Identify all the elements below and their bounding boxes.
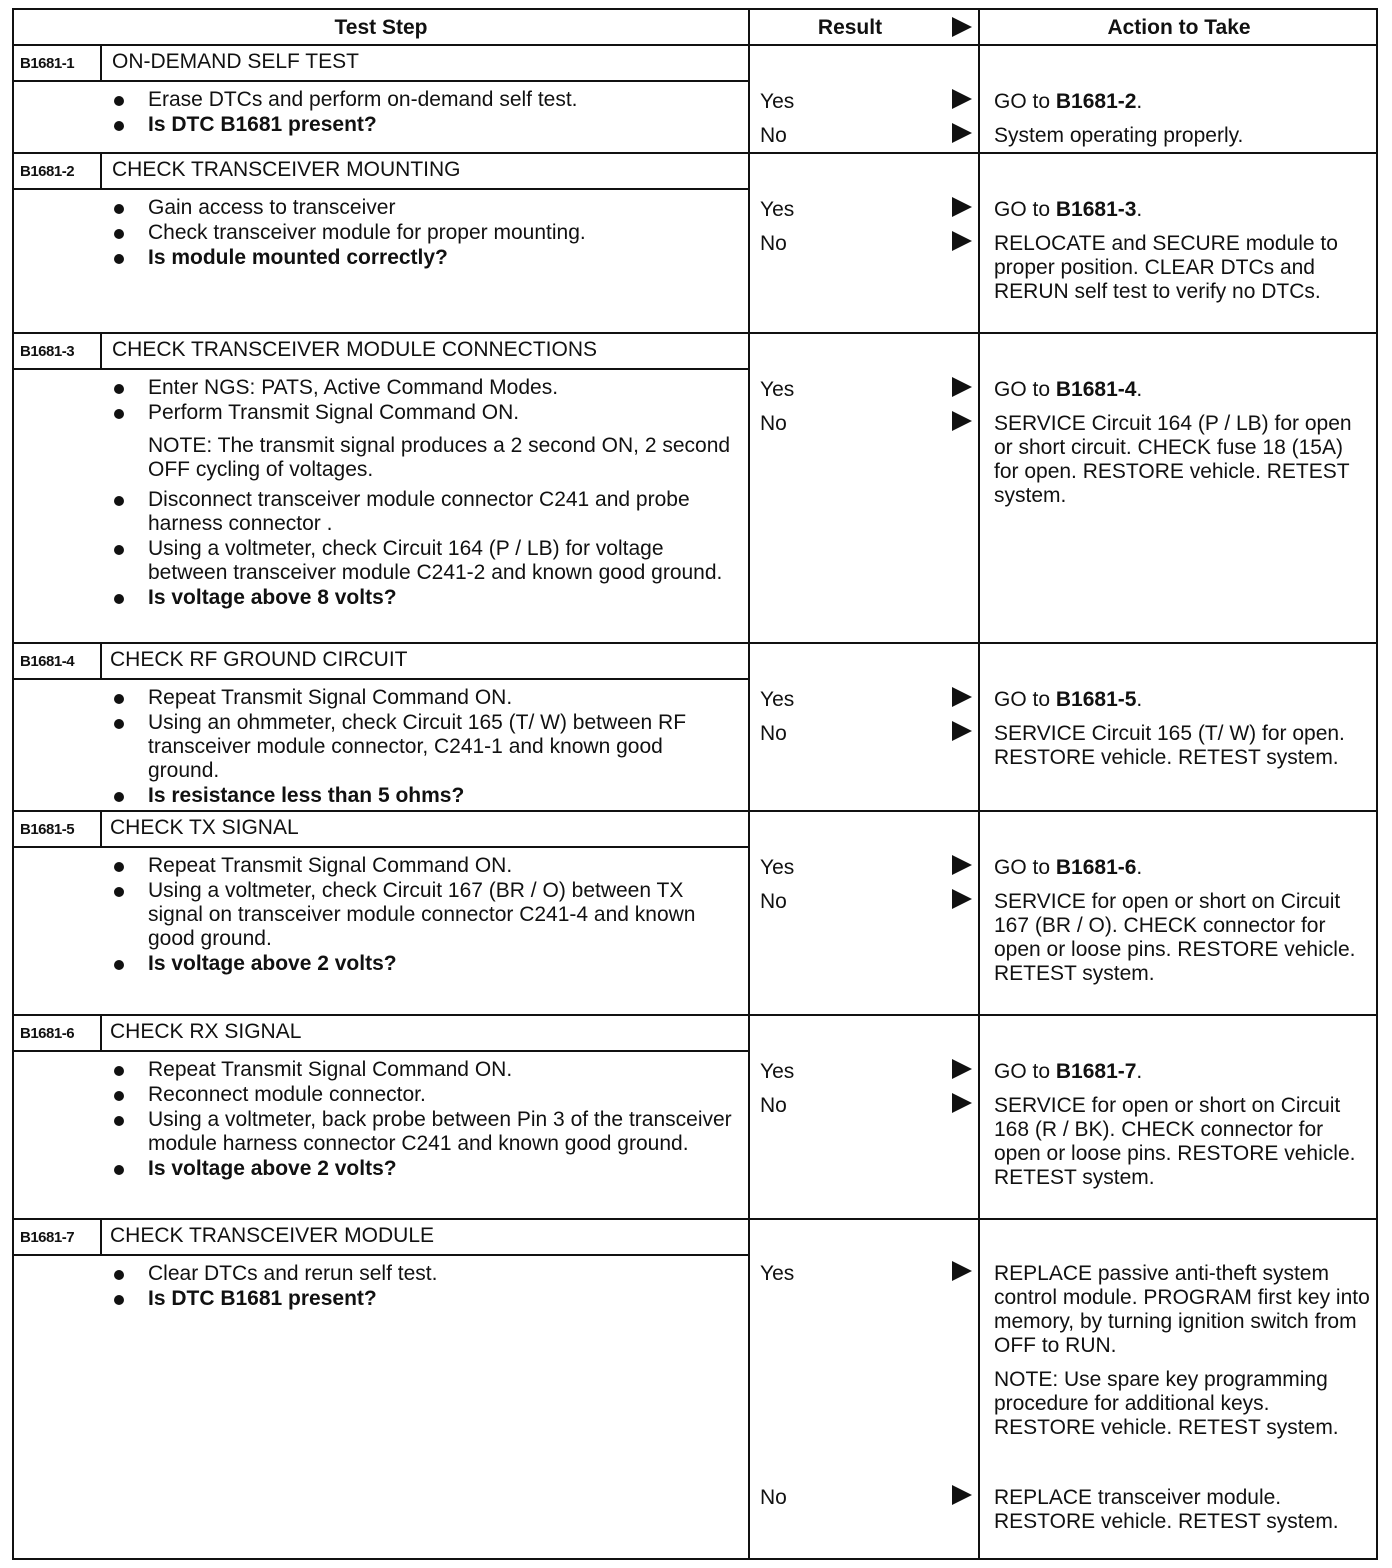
action-no: SERVICE for open or short on Circuit 167 (BR / O). CHECK connector for open or loose pins. RESTORE vehicle. RETEST system.: [994, 890, 1356, 985]
action-yes: [994, 688, 1372, 712]
step-id-divider: [100, 332, 102, 370]
test-step-table: [12, 8, 1378, 1560]
result-yes: Yes: [760, 90, 795, 113]
arrow-right-icon: [952, 1261, 972, 1281]
row-divider: [14, 1218, 1378, 1220]
header-action-to-take: Action to Take: [1107, 16, 1251, 39]
step-id: B1681-4: [20, 653, 75, 670]
step-id: B1681-1: [20, 55, 75, 72]
result-no: No: [760, 722, 787, 745]
result-yes: Yes: [760, 1060, 795, 1083]
step-title: CHECK TRANSCEIVER MOUNTING: [112, 158, 461, 181]
step-title-divider: [14, 80, 750, 82]
instruction: Erase DTCs and perform on-demand self test.: [112, 88, 732, 112]
action-no: System operating properly.: [994, 124, 1244, 147]
step-id: B1681-3: [20, 343, 75, 360]
header-arrow-icon: [952, 17, 972, 37]
action-no: RELOCATE and SECURE module to proper position. CLEAR DTCs and RERUN self test to verify no DTCs.: [994, 232, 1338, 303]
action-no: REPLACE transceiver module. RESTORE vehicle. RETEST system.: [994, 1486, 1339, 1533]
action-text: GO to: [994, 1060, 1056, 1083]
step-id-divider: [100, 810, 102, 848]
header-divider: [14, 44, 1378, 46]
arrow-right-icon: [952, 1485, 972, 1505]
instruction: Perform Transmit Signal Command ON.: [112, 401, 732, 425]
action-text: .: [1136, 688, 1143, 711]
instruction: Using a voltmeter, check Circuit 167 (BR / O) between TX signal on transceiver module connector C241-4 and known good ground.: [112, 879, 732, 951]
result-yes: Yes: [760, 1262, 795, 1285]
step-question: Is voltage above 8 volts?: [112, 586, 732, 610]
arrow-right-icon: [952, 855, 972, 875]
step-question: Is module mounted correctly?: [112, 246, 732, 270]
action-yes: [994, 1262, 1372, 1440]
step-question: Is DTC B1681 present?: [112, 113, 732, 137]
header-test-step: Test Step: [334, 16, 428, 39]
step-title: CHECK RF GROUND CIRCUIT: [110, 648, 408, 671]
row-divider: [14, 810, 1378, 812]
action-text: .: [1136, 378, 1143, 401]
arrow-right-icon: [952, 1093, 972, 1113]
step-instructions: [112, 1058, 732, 1182]
action-text: .: [1136, 1060, 1143, 1083]
step-id: B1681-5: [20, 821, 75, 838]
arrow-right-icon: [952, 123, 972, 143]
action-no: SERVICE Circuit 164 (P / LB) for open or short circuit. CHECK fuse 18 (15A) for open. RESTORE vehicle. RETEST system.: [994, 412, 1352, 507]
arrow-right-icon: [952, 411, 972, 431]
instruction: Repeat Transmit Signal Command ON.: [112, 686, 732, 710]
step-title-divider: [14, 846, 750, 848]
step-instructions: [112, 88, 732, 138]
step-question: Is voltage above 2 volts?: [112, 1157, 732, 1181]
arrow-right-icon: [952, 231, 972, 251]
row-divider: [14, 152, 1378, 154]
step-id-divider: [100, 642, 102, 680]
action-text: .: [1136, 198, 1143, 221]
step-instructions: [112, 686, 732, 809]
action-note: NOTE: Use spare key programming procedure for additional keys. RESTORE vehicle. RETEST system.: [994, 1368, 1339, 1439]
result-no: No: [760, 232, 787, 255]
step-instructions: [112, 376, 732, 611]
header-result: Result: [817, 16, 883, 39]
instruction: Repeat Transmit Signal Command ON.: [112, 854, 732, 878]
action-yes: [994, 90, 1372, 114]
step-title-divider: [14, 188, 750, 190]
action-text: GO to: [994, 198, 1056, 221]
result-no: No: [760, 124, 787, 147]
instruction: Using a voltmeter, check Circuit 164 (P / LB) for voltage between transceiver module C241-2 and known good ground.: [112, 537, 732, 585]
instruction: Gain access to transceiver: [112, 196, 732, 220]
step-id-divider: [100, 1014, 102, 1052]
action-yes: [994, 378, 1372, 402]
row-divider: [14, 332, 1378, 334]
step-instructions: [112, 1262, 732, 1312]
arrow-right-icon: [952, 1059, 972, 1079]
arrow-right-icon: [952, 687, 972, 707]
step-question: Is resistance less than 5 ohms?: [112, 784, 732, 808]
result-yes: Yes: [760, 856, 795, 879]
step-instructions: [112, 196, 732, 271]
arrow-right-icon: [952, 197, 972, 217]
step-id-divider: [100, 1218, 102, 1256]
step-title-divider: [14, 1254, 750, 1256]
arrow-right-icon: [952, 721, 972, 741]
step-title-divider: [14, 678, 750, 680]
step-id-divider: [100, 152, 102, 190]
step-reference: B1681-2: [1055, 90, 1137, 113]
step-id: B1681-6: [20, 1025, 75, 1042]
action-text: GO to: [994, 378, 1056, 401]
instruction: Using an ohmmeter, check Circuit 165 (T/ W) between RF transceiver module connector, C241-1 and known good ground.: [112, 711, 732, 783]
step-id: B1681-7: [20, 1229, 75, 1246]
result-yes: Yes: [760, 688, 795, 711]
result-no: No: [760, 412, 787, 435]
step-title: ON-DEMAND SELF TEST: [112, 50, 359, 73]
instruction: Repeat Transmit Signal Command ON.: [112, 1058, 732, 1082]
arrow-right-icon: [952, 889, 972, 909]
instruction: Disconnect transceiver module connector C241 and probe harness connector .: [112, 488, 732, 536]
step-instructions: [112, 854, 732, 977]
column-divider-result: [748, 10, 750, 1560]
arrow-right-icon: [952, 89, 972, 109]
step-title: CHECK RX SIGNAL: [110, 1020, 302, 1043]
column-divider-action: [978, 10, 980, 1560]
action-no: SERVICE Circuit 165 (T/ W) for open. RESTORE vehicle. RETEST system.: [994, 722, 1345, 769]
instruction: Enter NGS: PATS, Active Command Modes.: [112, 376, 732, 400]
step-reference: B1681-6: [1055, 856, 1137, 879]
action-no: SERVICE for open or short on Circuit 168 (R / BK). CHECK connector for open or loose pins. RESTORE vehicle. RETEST system.: [994, 1094, 1356, 1189]
instruction: Clear DTCs and rerun self test.: [112, 1262, 732, 1286]
step-reference: B1681-4: [1055, 378, 1137, 401]
result-no: No: [760, 1486, 787, 1509]
step-question: Is DTC B1681 present?: [112, 1287, 732, 1311]
action-text: GO to: [994, 856, 1056, 879]
step-title: CHECK TRANSCEIVER MODULE: [110, 1224, 435, 1247]
row-divider: [14, 1014, 1378, 1016]
action-text: .: [1136, 856, 1143, 879]
instruction: Reconnect module connector.: [112, 1083, 732, 1107]
step-question: Is voltage above 2 volts?: [112, 952, 732, 976]
step-reference: B1681-7: [1055, 1060, 1137, 1083]
step-id: B1681-2: [20, 163, 75, 180]
result-yes: Yes: [760, 378, 795, 401]
action-text: .: [1136, 90, 1143, 113]
row-divider: [14, 642, 1378, 644]
step-title-divider: [14, 1050, 750, 1052]
action-yes: [994, 198, 1372, 222]
step-title: CHECK TX SIGNAL: [110, 816, 299, 839]
step-note: NOTE: The transmit signal produces a 2 second ON, 2 second OFF cycling of voltages.: [148, 434, 731, 481]
result-no: No: [760, 890, 787, 913]
action-text: REPLACE passive anti-theft system control module. PROGRAM first key into memory, by turning ignition switch from OFF to RUN.: [994, 1262, 1370, 1357]
action-yes: [994, 856, 1372, 880]
result-no: No: [760, 1094, 787, 1117]
action-yes: [994, 1060, 1372, 1084]
action-text: GO to: [994, 688, 1056, 711]
step-title: CHECK TRANSCEIVER MODULE CONNECTIONS: [112, 338, 598, 361]
step-reference: B1681-3: [1055, 198, 1137, 221]
arrow-right-icon: [952, 377, 972, 397]
step-title-divider: [14, 368, 750, 370]
instruction: Check transceiver module for proper mounting.: [112, 221, 732, 245]
action-text: GO to: [994, 90, 1056, 113]
instruction: Using a voltmeter, back probe between Pin 3 of the transceiver module harness connector C241 and known good ground.: [112, 1108, 732, 1156]
result-yes: Yes: [760, 198, 795, 221]
step-id-divider: [100, 44, 102, 82]
step-reference: B1681-5: [1055, 688, 1137, 711]
